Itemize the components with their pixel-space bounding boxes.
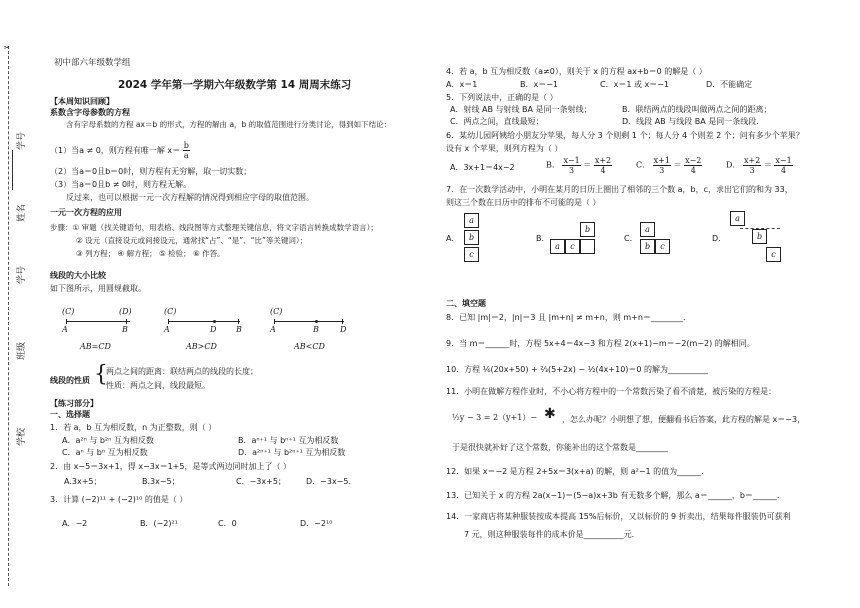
equal-relation: AB=CD xyxy=(80,342,111,351)
calendar-cell-c: c xyxy=(565,239,580,254)
binding-line xyxy=(8,46,23,586)
q2-option-a[interactable]: A.3x+5； xyxy=(64,477,102,486)
question-10: 10．方程 ⅙(20x+50) + ⅔(5+2x) − ½(4x+10)＝0 的解为__________ xyxy=(446,365,709,374)
label-b: B xyxy=(313,325,319,334)
question-3: 3．计算 (−2)¹¹ + (−2)¹⁰ 的值是（ ） xyxy=(50,495,188,504)
fraction-numerator: x−1 xyxy=(563,156,580,165)
q1-option-d[interactable]: D．a²ⁿ⁺¹ 与 b²ⁿ⁺¹ 互为相反数 xyxy=(238,448,346,457)
option-letter: B． xyxy=(546,160,560,170)
review-case2: （2）当a＝0且b＝0时，则方程有无穷解，取一切实数； xyxy=(50,167,252,176)
section-choice: 一、选择题 xyxy=(50,410,90,419)
q11-text: ，怎么办呢？小明想了想，便翻看书后答案，此方程的解是 x＝−3， xyxy=(562,415,806,424)
q2-option-d[interactable]: D．−3x−5. xyxy=(306,477,352,486)
q6-option-a[interactable]: A．3x+1＝4x−2 xyxy=(450,163,515,172)
question-2: 2．由 x−5＝3x+1，得 x−3x＝1+5，是等式两边同时加上了（ ） xyxy=(50,462,292,471)
q4-option-a[interactable]: A．x＝1 xyxy=(446,80,478,89)
question-11-answer: 于是很快就补好了这个常数，你能补出的这个常数是________ xyxy=(452,443,668,452)
fraction xyxy=(594,156,612,175)
section-fill: 二、填空题 xyxy=(446,299,486,308)
fraction xyxy=(562,156,580,175)
question-1: 1．若 a，b 互为相反数，n 为正整数，则（ ） xyxy=(50,423,217,432)
option-letter: C． xyxy=(636,160,651,170)
tick-a xyxy=(274,319,275,324)
q5-option-c[interactable]: C．两点之间，直线最短； xyxy=(450,117,544,126)
practice-heading: 【练习部分】 xyxy=(50,399,98,408)
tick-a xyxy=(66,319,67,324)
fraction xyxy=(684,156,702,175)
point-b xyxy=(315,320,318,323)
question-11: 11．小明在做解方程作业时，不小心将方程中的一个常数污染了看不清楚，被污染的方程是： xyxy=(446,387,777,396)
q6-option-d[interactable]: D． $\frac{x+2}{3}$ ＝ $\frac{x-1}{4}$ xyxy=(726,156,792,175)
review-diagram-intro: 如下图所示，用圆规截取。 xyxy=(50,284,146,293)
calendar-cell-b: b xyxy=(640,239,655,254)
label-b: B xyxy=(236,325,242,334)
label-d: (D) xyxy=(119,307,132,316)
fraction-numerator: b xyxy=(183,141,189,150)
q7-option-d-label[interactable]: D. xyxy=(712,234,721,243)
label-c: (C) xyxy=(270,307,283,316)
tick-d xyxy=(342,319,343,324)
fraction-denominator: 4 xyxy=(690,166,696,175)
q2-option-b[interactable]: B.3x−5； xyxy=(142,477,180,486)
review-remark: 反过来，也可以根据一元一次方程解的情况得到相应字母的取值范围。 xyxy=(66,193,314,202)
side-label-number: 学号 xyxy=(17,265,27,284)
calendar-cell-c: c xyxy=(766,247,781,262)
fraction-numerator: x+1 xyxy=(653,156,670,165)
q3-option-b[interactable]: B．(−2)²¹ xyxy=(140,519,178,528)
side-label-id: 学号 xyxy=(17,131,27,150)
property-distance: 两点之间的距离：联结两点的线段的长度； xyxy=(106,367,258,376)
fraction-denominator: 4 xyxy=(600,166,606,175)
q6-option-c[interactable]: C． $\frac{x+1}{3}$ ＝ $\frac{x-2}{4}$ xyxy=(636,156,702,175)
fraction-denominator: 3 xyxy=(749,166,755,175)
q3-option-d[interactable]: D．−2¹⁰ xyxy=(300,519,333,528)
review-case1-text: （1）当a ≠ 0，则方程有唯一解 x＝ xyxy=(50,146,181,155)
question-6: 6．某幼儿园阿姨给小朋友分苹果，每人分 3 个则剩 1 个；每人分 4 个则差 2 个；问有多少个苹果？ xyxy=(446,131,804,140)
q7-option-a-label[interactable]: A. xyxy=(446,234,454,243)
review-case1-fraction xyxy=(183,141,190,160)
fraction-numerator: x−1 xyxy=(775,156,792,165)
calendar-cell-empty xyxy=(580,239,595,254)
q3-option-a[interactable]: A．−2 xyxy=(62,519,88,528)
question-14-line2: 7 元，则这种服装每件的成本价是__________元. xyxy=(464,530,635,539)
less-relation: AB<CD xyxy=(294,342,325,351)
q7-option-c-label[interactable]: C. xyxy=(624,234,633,243)
q5-option-a[interactable]: A．射线 AB 与射线 BA 是同一条射线； xyxy=(450,105,592,114)
tick-b xyxy=(238,319,239,324)
q5-option-b[interactable]: B．联结两点的线段叫做两点之间的距离； xyxy=(622,105,772,114)
fraction-denominator: 4 xyxy=(780,166,787,175)
q7-option-b-label[interactable]: B. xyxy=(536,234,545,243)
fraction-denominator: 3 xyxy=(659,166,665,175)
calendar-cell-a: a xyxy=(730,211,745,226)
calendar-cell-a: a xyxy=(550,239,565,254)
point-d xyxy=(213,320,216,323)
property-shortest: 性质：两点之间，线段最短。 xyxy=(106,381,210,390)
question-7: 7．在一次数学活动中，小明在某月的日历上圈出了相邻的三个数 a，b，c，求出它们的和为 33， xyxy=(446,185,793,194)
side-label-name: 姓名 xyxy=(17,203,27,222)
calendar-cell-b: b xyxy=(464,230,479,245)
fraction-denominator: a xyxy=(183,151,189,160)
label-c: (C) xyxy=(62,307,75,316)
fraction-numerator: x+2 xyxy=(594,156,612,165)
binding-mark: ✂ xyxy=(4,44,10,52)
tick-b xyxy=(126,319,127,324)
question-13: 13．已知关于 x 的方程 2a(x−1)＝(5−a)x+3b 有无数多个解，那么 a＝______，b＝______. xyxy=(446,491,780,500)
calendar-cell-c: c xyxy=(464,247,479,262)
q4-option-c[interactable]: C．x＝1 或 x＝−1 xyxy=(600,80,670,89)
dashed-guide xyxy=(740,228,780,229)
question-8: 8．已知 |m|＝2，|n|＝3 且 |m+n| ≠ m+n，则 m+n＝________． xyxy=(446,313,691,322)
label-a: A xyxy=(62,325,68,334)
calendar-cell-a: a xyxy=(640,222,655,237)
page-title: 2024 学年第一学期六年级数学第 14 周周末练习 xyxy=(118,79,352,91)
question-9: 9．当 m＝______时，方程 5x+4＝4x−3 和方程 2(x+1)−m＝−2(m−2) 的解相同。 xyxy=(446,339,755,348)
segment-line xyxy=(66,321,130,322)
brace: { xyxy=(94,362,108,387)
review-heading: 【本周知识回顾】 xyxy=(50,97,114,106)
question-5: 5．下列说法中，正确的是（ ） xyxy=(446,93,558,102)
fraction xyxy=(743,156,761,175)
q4-option-b[interactable]: B．x＝−1 xyxy=(520,80,559,89)
label-d: D xyxy=(210,325,217,334)
review-case1 xyxy=(50,141,190,160)
fraction-numerator: x−2 xyxy=(685,156,702,165)
review-steps2: ② 设元（直接设元或间接设元，通常找“占”、“是”、“比”等关键词）； xyxy=(76,236,308,245)
side-blank xyxy=(12,150,13,190)
q3-option-c[interactable]: C．0 xyxy=(218,519,237,528)
q4-option-d[interactable]: D．不能确定 xyxy=(706,80,753,89)
review-steps3: ③ 列方程； ④ 解方程； ⑤ 检验； ⑥ 作答。 xyxy=(76,249,225,258)
question-6-setup: 设有 x 个苹果，则列方程为（ ） xyxy=(446,144,563,153)
question-4: 4．若 a，b 互为相反数（a≠0），则关于 x 的方程 ax+b＝0 的解是（ ） xyxy=(446,67,707,76)
review-topic1: 系数含字母参数的方程 xyxy=(50,108,130,117)
fraction xyxy=(653,156,671,175)
q5-option-d[interactable]: D．线段 AB 与线段 BA 是同一条线段. xyxy=(622,117,759,126)
label-d: D xyxy=(340,325,347,334)
review-steps1: 步骤：① 审题（找关键语句，用表格、线段图等方式整理关键信息，将文字语言转换成数学语言）； xyxy=(50,223,378,232)
fraction xyxy=(774,156,792,175)
label-c: (C) xyxy=(164,307,177,316)
greater-relation: AB>CD xyxy=(186,342,217,351)
q1-option-b[interactable]: B．aⁿ⁺¹ 与 bⁿ⁺¹ 互为相反数 xyxy=(238,436,339,445)
fraction-numerator: x+2 xyxy=(743,156,761,165)
option-letter: D． xyxy=(726,160,741,170)
calendar-cell-a: a xyxy=(464,213,479,228)
calendar-cell-b: b xyxy=(752,229,767,244)
label-b: B xyxy=(122,325,128,334)
label-a: A xyxy=(270,325,276,334)
question-12: 12．如果 x＝−2 是方程 2+5x＝3(x+a) 的解，则 a²−1 的值为______. xyxy=(446,467,704,476)
segment-line xyxy=(274,321,344,322)
fraction-denominator: 3 xyxy=(569,166,575,175)
review-case3: （3）当a＝0且b ≠ 0时，则方程无解。 xyxy=(50,180,192,189)
q11-equation: ½y − 3 = 2（y+1）− xyxy=(452,413,538,422)
question-7-line2: 则这三个数在日历中的排布不可能的是（ ） xyxy=(446,198,601,207)
question-14: 14．一家商店将某种服装按成本提高 15%后标价，又以标价的 9 折卖出，结果每件服装仍可获利 xyxy=(446,512,791,521)
q6-option-b[interactable]: B． $\frac{x-1}{3}$ ＝ $\frac{x+2}{4}$ xyxy=(546,156,612,175)
property-label: 线段的性质 xyxy=(50,376,90,385)
q1-option-a[interactable]: A．a²ⁿ 与 b²ⁿ 互为相反数 xyxy=(62,436,154,445)
side-label-class: 班级 xyxy=(17,341,27,360)
q1-option-c[interactable]: C．aⁿ 与 bⁿ 互为相反数 xyxy=(62,448,148,457)
review-topic2: 一元一次方程的应用 xyxy=(50,208,122,217)
group-label: 初中部六年级数学组 xyxy=(54,58,131,68)
q2-option-c[interactable]: C．−3x+5； xyxy=(236,477,286,486)
label-a: A xyxy=(164,325,170,334)
tick-a xyxy=(168,319,169,324)
review-intro: 含有字母系数的方程 ax＝b 的形式，方程的解由 a，b 的取值范围进行分类讨论，得到如下结论： xyxy=(66,120,392,129)
ink-blot-icon: ✱ xyxy=(544,406,556,422)
calendar-cell-b: b xyxy=(580,222,595,237)
segment-line xyxy=(168,321,240,322)
side-label-school: 学校 xyxy=(17,427,27,446)
review-topic3: 线段的大小比较 xyxy=(50,271,106,280)
calendar-cell-c: c xyxy=(655,239,670,254)
